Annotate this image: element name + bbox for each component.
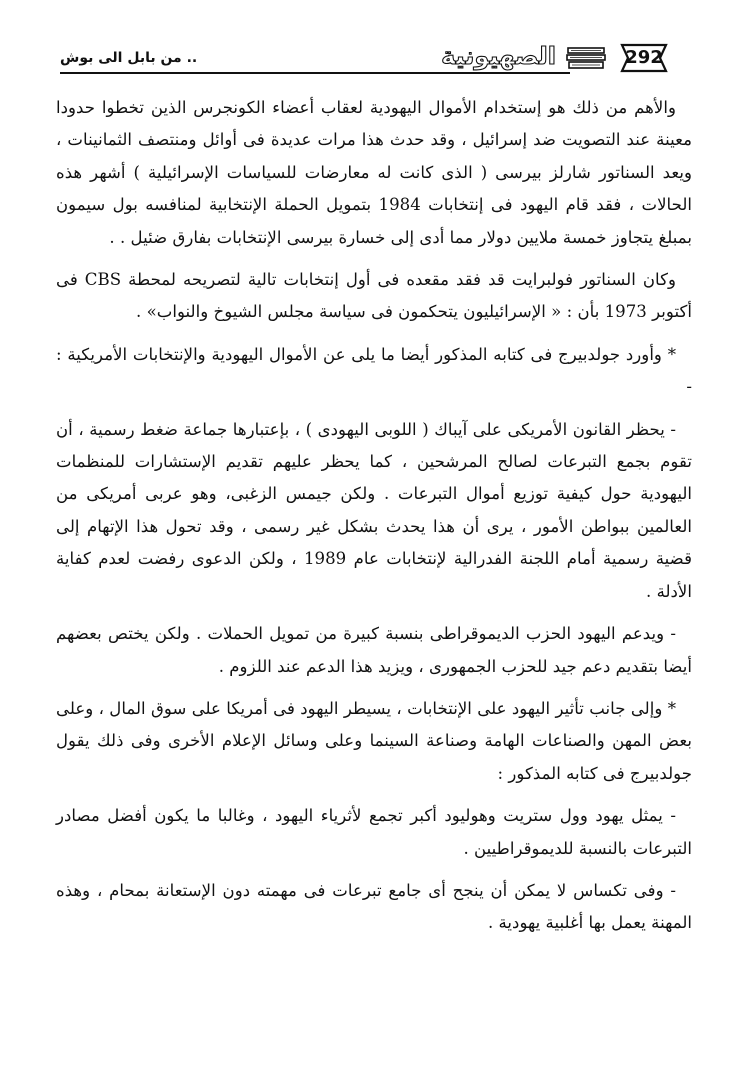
running-header — [60, 40, 680, 80]
paragraph: * وإلى جانب تأثير اليهود على الإنتخابات ، يسيطر اليهود فى أمريكا على سوق المال ، وعلى بعض المهن والصناعات الهامة وصناعة السينما وعلى وسائل الإعلام الأخرى وفى ذلك يقول جولدبيرج فى كتابه المذكور : — [56, 698, 692, 783]
page-body — [56, 92, 692, 950]
page-number: 292 — [625, 47, 663, 68]
paragraph: - يحظر القانون الأمريكى على آيباك ( اللوبى اليهودى ) ، بإعتبارها جماعة ضغط رسمية ، أن تقوم بجمع التبرعات لصالح المرشحين ، كما يحظر عليهم تقديم الإستشارات للمنظمات اليهودية حول كيفية توزيع أموال التبرعات . ولكن جيمس الزغبى، وهو عربى أمريكى من العالمين ببواطن الأمور ، يرى أن هذا يحدث بشكل غير رسمى ، وقد تحول هذا الإتهام إلى قضية رسمية أمام اللجنة الفدرالية لإنتخابات عام 1989 ، ولكن الدعوى رفضت لعدم كفاية الأدلة . — [56, 419, 693, 601]
paragraph: - ويدعم اليهود الحزب الديموقراطى بنسبة كبيرة من تمويل الحملات . ولكن يختص بعضهم أيضا بتقديم دعم جيد للحزب الجمهورى ، ويزيد هذا الدعم عند اللزوم . — [56, 624, 692, 676]
page-number-badge — [616, 43, 672, 73]
book-subtitle: .. من بابل الى بوش — [60, 50, 198, 66]
header-rule — [60, 72, 570, 74]
paragraph: - يمثل يهود وول ستريت وهوليود أكبر تجمع لأثرياء اليهود ، وغالبا ما يكون أفضل مصادر التبرعات بالنسبة للديموقراطيين . — [56, 806, 692, 858]
paragraph: والأهم من ذلك هو إستخدام الأموال اليهودية لعقاب أعضاء الكونجرس الذين تخطوا حدودا معينة عند التصويت ضد إسرائيل ، وقد حدث هذا مرات عديدة فى أوائل ومنتصف الثمانينات ، ويعد السناتور شارلز بيرسى ( الذى كانت له معارضات للسياسات الإسرائيلية ) أشهر هذه الحالات ، فقد قام اليهود فى إنتخابات 1984 بتمويل الحملة الإنتخابية لمنافسه بول سيمون بمبلغ يتجاوز خمسة ملايين دولار مما أدى إلى خسارة بيرسى الإنتخابات بفارق ضئيل . . — [56, 98, 692, 247]
book-stack-icon — [566, 46, 606, 70]
paragraph: - وفى تكساس لا يمكن أن ينجح أى جامع تبرعات فى مهمته دون الإستعانة بمحام ، وهذه المهنة يعمل بها أغلبية يهودية . — [56, 880, 692, 933]
book-title: الصهيونية — [441, 42, 556, 70]
paragraph: وكان السناتور فولبرايت قد فقد مقعده فى أول إنتخابات تالية لتصريحه لمحطة CBS فى أكتوبر 1973 بأن : « الإسرائيليون يتحكمون فى سياسة مجلس الشيوخ والنواب» . — [56, 270, 692, 322]
paragraph: * وأورد جولدبيرج فى كتابه المذكور أيضا ما يلى عن الأموال اليهودية والإنتخابات الأمريكية : - — [56, 344, 692, 397]
